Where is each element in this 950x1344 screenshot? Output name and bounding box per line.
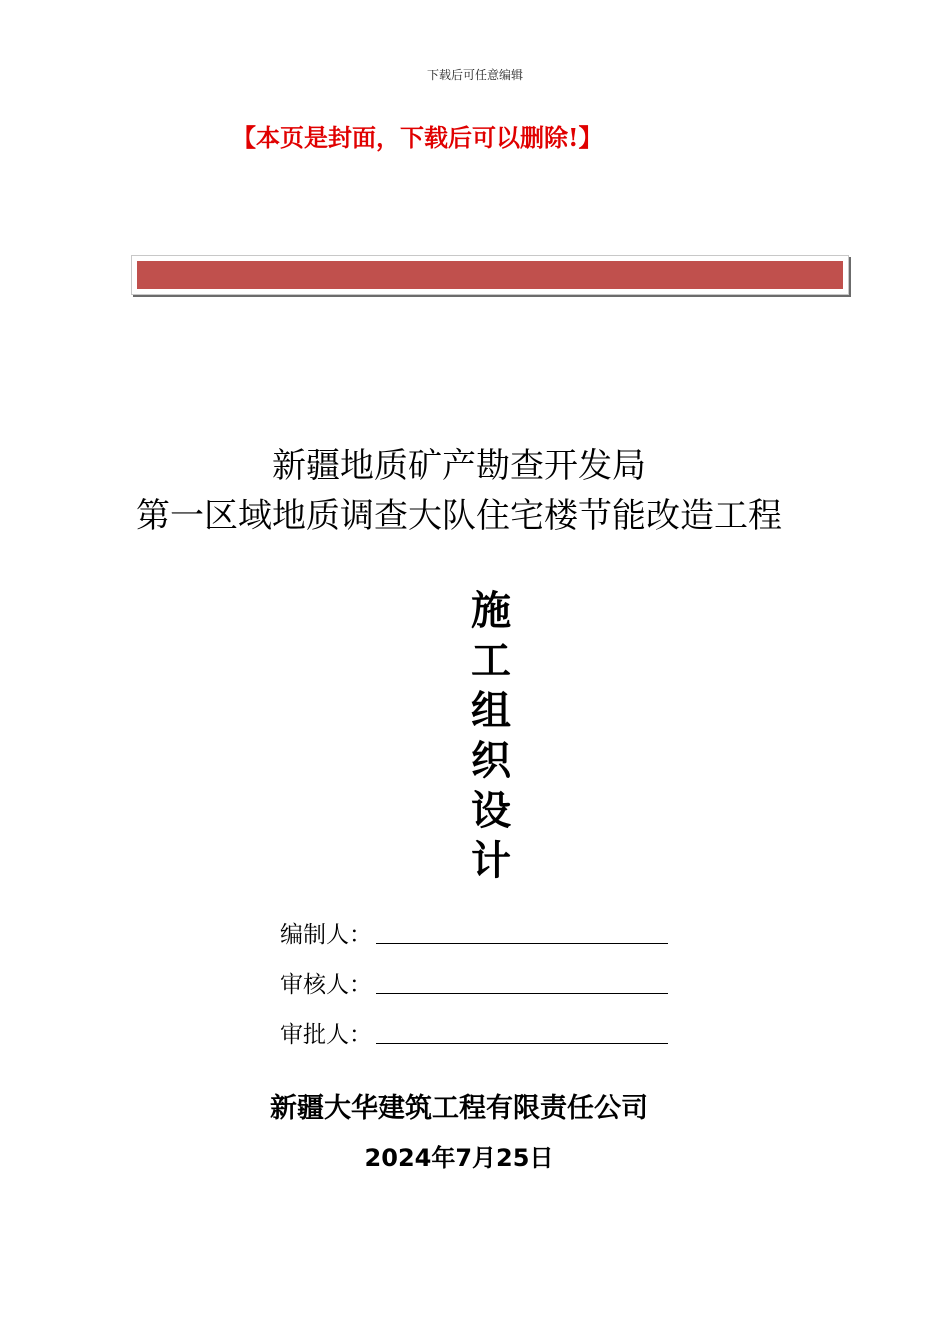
header-note: 下载后可任意编辑 [426,68,523,82]
reviewer-signature-line [376,992,668,994]
title-char: 织 [471,738,511,784]
title-char: 施 [471,588,511,634]
reviewer-label: 审核人： [280,972,372,998]
company-name: 新疆大华建筑工程有限责任公司 [270,1093,648,1124]
title-char: 组 [471,688,511,734]
title-char: 设 [471,788,511,834]
document-title [466,586,516,886]
banner-bar [137,261,843,289]
approver-label: 审批人： [280,1022,372,1048]
compiler-signature-line [376,942,668,944]
title-char: 计 [471,838,511,884]
approver-signature-line [376,1042,668,1044]
organization-line-1: 新疆地质矿产勘查开发局 [272,446,646,486]
organization-line-2: 第一区域地质调查大队住宅楼节能改造工程 [136,496,782,536]
document-date: 2024年7月25日 [364,1144,554,1172]
approver-row [280,1016,668,1049]
decorative-banner [131,255,849,295]
reviewer-row [280,966,668,999]
title-char: 工 [471,638,511,684]
cover-notice: 【本页是封面，下载后可以删除!】 [232,123,603,152]
compiler-row [280,916,668,949]
compiler-label: 编制人： [280,922,372,948]
